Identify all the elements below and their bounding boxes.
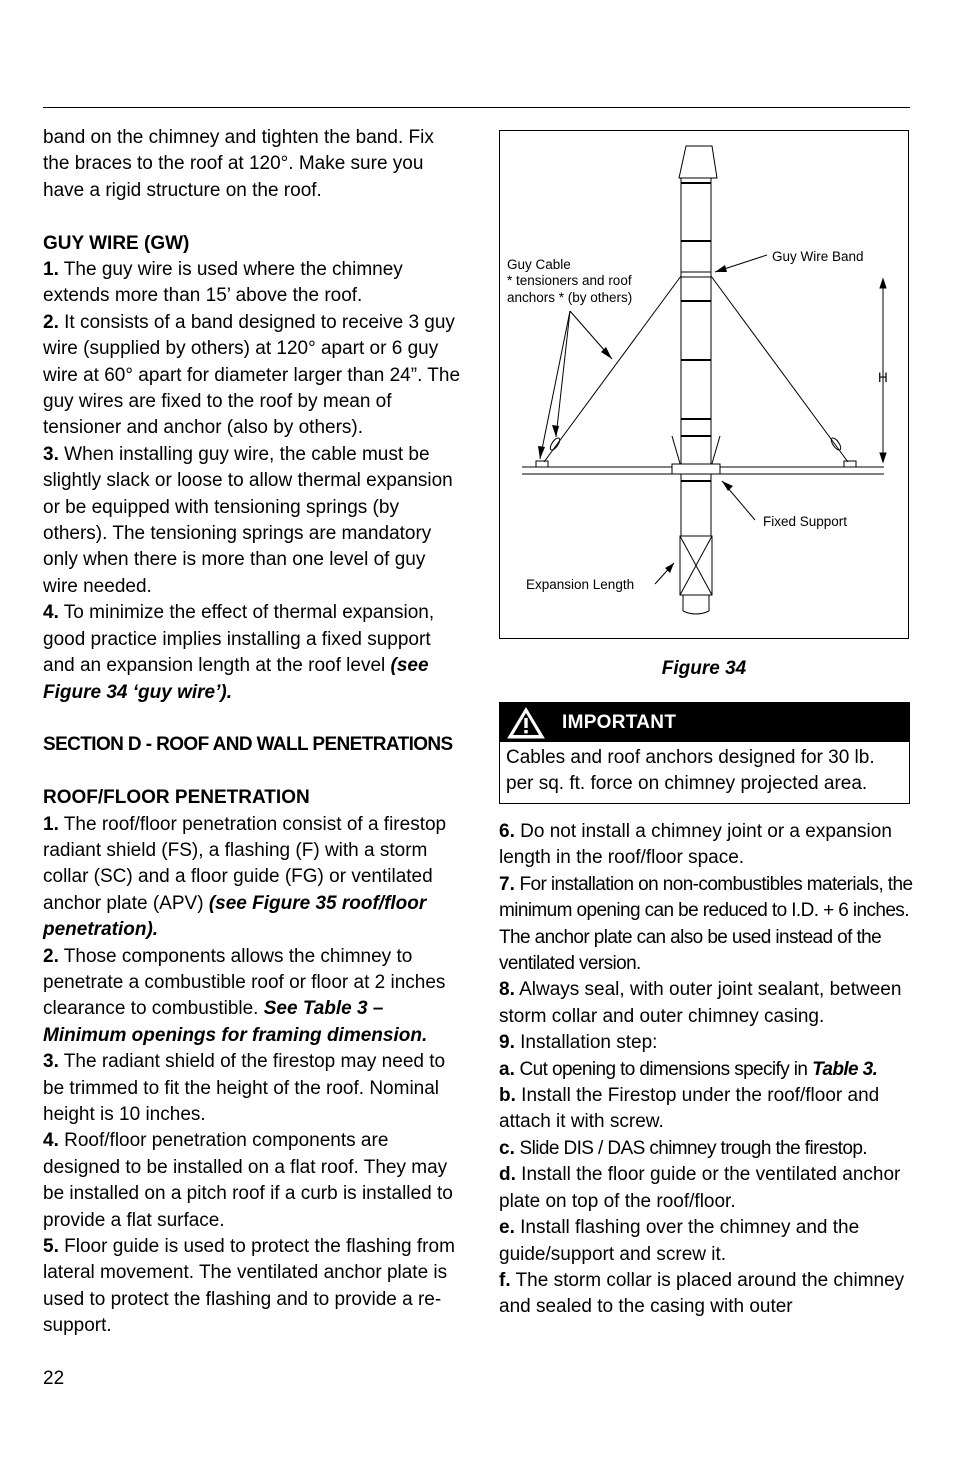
right-column bbox=[499, 819, 919, 1321]
item-9: 9. Installation step: bbox=[499, 1032, 658, 1054]
roof-floor-item-1: 1. The roof/floor penetration consist of a firestop radiant shield (FS), a flashing (F) with a storm collar (SC) and a floor guide (FG) or ventilated anchor plate (APV) (see Figure 35 roof/floor penetration). bbox=[43, 813, 447, 941]
important-notice bbox=[499, 702, 910, 804]
section-d-heading: SECTION D - ROOF AND WALL PENETRATIONS bbox=[43, 734, 453, 756]
roof-anchor-right bbox=[844, 461, 856, 467]
tensioner-right bbox=[830, 437, 843, 452]
guy-cable-right bbox=[711, 276, 848, 462]
important-body: Cables and roof anchors designed for 30 lb. per sq. ft. force on chimney projected area. bbox=[506, 747, 875, 795]
label-guy-cable-note-1: * tensioners and roof bbox=[507, 273, 632, 288]
warning-triangle-icon bbox=[504, 703, 548, 742]
important-title: IMPORTANT bbox=[562, 711, 677, 733]
intro-paragraph: band on the chimney and tighten the band. Fix the braces to the roof at 120°. Make sure you have a rigid structure on the roof. bbox=[43, 127, 434, 201]
guy-wire-item-4: 4. To minimize the effect of thermal expansion, good practice implies installing a fixed support and an expansion length at the roof level (see Figure 34 ‘guy wire’). bbox=[43, 602, 435, 703]
step-e: e. Install flashing over the chimney and the guide/support and screw it. bbox=[499, 1217, 860, 1265]
item-7: 7. For installation on non-combustibles materials, the minimum opening can be reduced to I.D. + 6 inches. The anchor plate can also be used instead of the ventilated version. bbox=[499, 873, 913, 975]
label-guy-wire-band: Guy Wire Band bbox=[772, 249, 864, 264]
fixed-support bbox=[672, 464, 720, 474]
roof-floor-item-5: 5. Floor guide is used to protect the flashing from lateral movement. The ventilated anchor plate is used to protect the flashing and to provide a re-support. bbox=[43, 1236, 455, 1337]
roof-floor-item-3: 3. The radiant shield of the firestop may need to be trimmed to fit the height of the roof. Nominal height is 10 inches. bbox=[43, 1051, 446, 1125]
label-h: H bbox=[878, 370, 888, 385]
item-8: 8. Always seal, with outer joint sealant, between storm collar and outer chimney casing. bbox=[499, 979, 902, 1027]
step-a: a. Cut opening to dimensions specify in Table 3. bbox=[499, 1058, 878, 1080]
guy-wire-item-3: 3. When installing guy wire, the cable must be slightly slack or loose to allow thermal expansion or be equipped with tensioning springs (by others). The tensioning springs are mandatory only when there is more than one level of guy wire needed. bbox=[43, 443, 453, 597]
chimney-guy-wire-drawing bbox=[500, 131, 910, 640]
left-column bbox=[43, 125, 463, 1340]
tensioner-left bbox=[549, 437, 562, 452]
guy-wire-item-1: 1. The guy wire is used where the chimney extends more than 15’ above the roof. bbox=[43, 259, 403, 307]
guy-wire-heading: GUY WIRE (GW) bbox=[43, 232, 190, 254]
item-6: 6. Do not install a chimney joint or a expansion length in the roof/floor space. bbox=[499, 821, 892, 869]
figure-34-diagram bbox=[499, 130, 909, 639]
label-fixed-support: Fixed Support bbox=[763, 514, 848, 529]
roof-anchor-left bbox=[536, 461, 548, 467]
roof-floor-item-4: 4. Roof/floor penetration components are designed to be installed on a flat roof. They may be installed on a pitch roof if a curb is installed to provide a flat surface. bbox=[43, 1130, 453, 1231]
figure-caption: Figure 34 bbox=[661, 658, 747, 679]
roof-floor-item-2: 2. Those components allows the chimney to penetrate a combustible roof or floor at 2 inches clearance to combustible. See Table 3 – Minimum openings for framing dimension. bbox=[43, 945, 446, 1046]
label-expansion-length: Expansion Length bbox=[526, 577, 635, 592]
label-guy-cable-note-2: anchors * (by others) bbox=[507, 290, 633, 305]
step-f: f. The storm collar is placed around the chimney and sealed to the casing with outer bbox=[499, 1269, 905, 1318]
step-d: d. Install the floor guide or the ventilated anchor plate on top of the roof/floor. bbox=[499, 1164, 901, 1212]
chimney-cap bbox=[679, 146, 717, 178]
header-rule bbox=[43, 107, 910, 108]
step-c: c. Slide DIS / DAS chimney trough the firestop. bbox=[499, 1137, 867, 1159]
guy-wire-band bbox=[681, 272, 711, 277]
step-b: b. Install the Firestop under the roof/floor and attach it with screw. bbox=[499, 1085, 880, 1133]
page-number: 22 bbox=[43, 1368, 65, 1389]
roof-floor-heading: ROOF/FLOOR PENETRATION bbox=[43, 787, 310, 809]
label-guy-cable: Guy Cable bbox=[507, 257, 571, 272]
important-header bbox=[500, 703, 909, 742]
guy-wire-item-2: 2. It consists of a band designed to receive 3 guy wire (supplied by others) at 120° apart or 6 guy wire at 60° apart for diameter larger than 24”. The guy wires are fixed to the roof by mean of tensioner and anchor (also by others). bbox=[43, 311, 461, 439]
